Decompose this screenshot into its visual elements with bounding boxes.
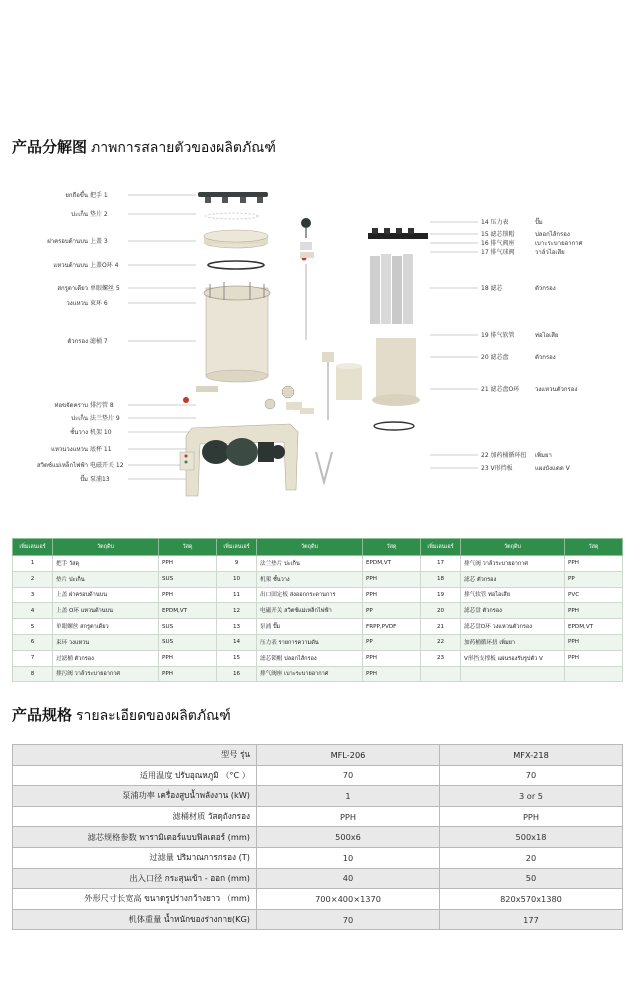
parts-cell: 排污阀 วาล์วระบายอากาศ — [53, 666, 159, 682]
parts-cell: 21 — [421, 619, 461, 635]
parts-header-cell: วัสดุ — [159, 539, 217, 556]
spec-row — [13, 868, 623, 889]
parts-cell: 5 — [13, 619, 53, 635]
parts-header-cell: เพิ่มเลนเอร์ — [13, 539, 53, 556]
parts-header-cell: เพิ่มเลนเอร์ — [421, 539, 461, 556]
parts-row — [13, 666, 623, 682]
parts-row — [13, 556, 623, 572]
left-callout-cn: 束环 6 — [90, 300, 108, 307]
left-callout-th: สวิตช์แม่เหล็กไฟฟ้า — [36, 462, 88, 469]
parts-cell: 滤芯盘O环 วงแหวนตัวกรอง — [461, 619, 565, 635]
parts-cell: 泵浦 ปั๊ม — [257, 619, 363, 635]
parts-cell: 9 — [217, 556, 257, 572]
right-callout-cn: 22 加药桶循环扭 — [481, 452, 527, 459]
specs-title-th: รายละเอียดของผลิตภัณฑ์ — [76, 708, 231, 724]
right-callout-th: วงแหวนตัวกรอง — [535, 386, 578, 393]
left-callout — [53, 261, 196, 269]
parts-cell: 17 — [421, 556, 461, 572]
right-callout-cn: 16 排气阀座 — [481, 240, 515, 247]
left-callouts — [37, 189, 196, 483]
parts-cell: 8 — [13, 666, 53, 682]
left-callout — [67, 337, 196, 345]
right-callout — [430, 239, 583, 247]
left-callout — [37, 460, 196, 469]
exploded-view-title-cn: 产品分解图 — [12, 138, 88, 156]
right-callout-cn: 21 滤芯盘O环 — [481, 386, 520, 393]
left-callout-th: ยกถือขึ้น — [65, 192, 88, 199]
parts-cell: PPH — [565, 650, 623, 666]
parts-cell: 压力表 รายการความดัน — [257, 634, 363, 650]
spec-row — [13, 909, 623, 930]
parts-cell: 16 — [217, 666, 257, 682]
spec-row — [13, 847, 623, 868]
left-callout-cn: 把手 1 — [90, 192, 108, 199]
parts-cell: 过滤桶 ตัวกรอง — [53, 650, 159, 666]
parts-cell: PPH — [565, 603, 623, 619]
parts-cell: PPH — [363, 587, 421, 603]
spec-value-model-2: 50 — [440, 868, 623, 889]
spec-label: 泵浦功率 เครื่องสูบน้ำพลังงาน (kW) — [13, 786, 257, 807]
parts-cell: PPH — [159, 650, 217, 666]
right-callout — [430, 217, 543, 226]
right-callout-th: วาล์วไอเสีย — [535, 249, 565, 256]
parts-cell: 机架 ชั้นวาง — [257, 571, 363, 587]
parts-header-cell: วัตถุดิบ — [461, 539, 565, 556]
parts-cell: 1 — [13, 556, 53, 572]
parts-cell: 滤芯盘 ตัวกรอง — [461, 603, 565, 619]
spec-row — [13, 786, 623, 807]
parts-cell: 垫片 ปะเก็น — [53, 571, 159, 587]
left-callout-cn: 单眼螺丝 5 — [90, 285, 120, 292]
left-callout — [80, 474, 196, 483]
parts-cell: PP — [363, 634, 421, 650]
parts-header-cell: วัตถุดิบ — [257, 539, 363, 556]
right-callouts — [430, 217, 583, 472]
parts-cell: EPDM,VT — [363, 556, 421, 572]
left-callout-th: ปั๊ม — [80, 476, 88, 483]
parts-header-cell: วัสดุ — [363, 539, 421, 556]
spec-value-model-1: 40 — [257, 868, 440, 889]
right-callout-cn: 20 滤芯盘 — [481, 354, 509, 361]
parts-cell: 23 — [421, 650, 461, 666]
right-callout — [430, 451, 552, 459]
parts-cell: 电磁开关 สวิตช์แม่เหล็กไฟฟ้า — [257, 603, 363, 619]
left-callout-cn: 机架 10 — [90, 429, 112, 436]
specs-title-cn: 产品规格 — [12, 706, 73, 724]
left-callout — [65, 189, 196, 199]
parts-cell — [461, 666, 565, 682]
parts-cell: PPH — [363, 666, 421, 682]
parts-cell: 4 — [13, 603, 53, 619]
left-callout-cn: 泵浦13 — [90, 476, 110, 483]
parts-cell: PPH — [565, 634, 623, 650]
parts-cell: 2 — [13, 571, 53, 587]
spec-label: 外形尺寸长宽高 ขนาดรูปร่างกว้างยาว （mm) — [13, 889, 257, 910]
left-callout-th: ปะเก็น — [71, 415, 88, 422]
spec-label: 过滤量 ปริมาณการกรอง (T) — [13, 847, 257, 868]
parts-cell: V形挡支撑板 แผ่นรองรับรูปตัว V — [461, 650, 565, 666]
spec-row — [13, 889, 623, 910]
parts-cell: 14 — [217, 634, 257, 650]
left-callout — [51, 445, 196, 453]
spec-value-model-2: PPH — [440, 806, 623, 827]
parts-cell: PP — [565, 571, 623, 587]
right-callout-th: ปั๊ม — [535, 219, 543, 226]
parts-cell: 6 — [13, 634, 53, 650]
parts-cell: 11 — [217, 587, 257, 603]
specs-title — [12, 704, 231, 727]
right-callout-th: เพิ่มยา — [535, 452, 552, 459]
parts-cell: 排气阀 วาล์วระบายอากาศ — [461, 556, 565, 572]
gauge-part — [301, 218, 311, 238]
vent-valve-part — [300, 242, 314, 261]
left-callout-cn: 底杯 11 — [90, 446, 112, 453]
parts-row — [13, 587, 623, 603]
right-callout-th: แผงบังแดด V — [535, 465, 570, 472]
right-callout — [430, 464, 571, 472]
left-callout-cn: 上盖O环 4 — [90, 262, 119, 269]
parts-header-cell: วัตถุดิบ — [53, 539, 159, 556]
parts-cell — [565, 666, 623, 682]
parts-cell: 12 — [217, 603, 257, 619]
filter-disk-part — [372, 338, 420, 406]
right-callout — [430, 284, 556, 292]
left-callout — [57, 284, 196, 292]
parts-cell: PPH — [363, 650, 421, 666]
right-callout-th: ปลอกไส้กรอง — [535, 231, 570, 238]
right-callout — [430, 385, 577, 393]
parts-cell: 上盖 ฝาครอบด้านบน — [53, 587, 159, 603]
parts-cell: 把手 วัสดุ — [53, 556, 159, 572]
exploded-view-title — [12, 136, 276, 159]
parts-cell: 18 — [421, 571, 461, 587]
parts-cell: PPH — [159, 666, 217, 682]
parts-row — [13, 650, 623, 666]
spec-row — [13, 765, 623, 786]
pump-stand-part — [180, 424, 298, 496]
parts-cell: 15 — [217, 650, 257, 666]
parts-cell: 22 — [421, 634, 461, 650]
parts-cell: SUS — [159, 571, 217, 587]
left-callout — [70, 426, 196, 436]
parts-cell: 滤芯锁帽 ปลอกไส้กรอง — [257, 650, 363, 666]
left-callout-th: ชั้นวาง — [70, 429, 88, 436]
spec-value-model-2: 177 — [440, 909, 623, 930]
left-callout-cn: 排污管 8 — [90, 402, 114, 409]
spec-label: 机体重量 น้ำหนักของร่างกาย(KG) — [13, 909, 257, 930]
parts-cell: 上盖 O环 แหวนด้านบน — [53, 603, 159, 619]
left-callout-cn: 垫片 2 — [90, 211, 108, 218]
right-callout-cn: 15 滤芯锁帽 — [481, 231, 515, 238]
parts-cell: 加药桶循环扭 เพิ่มยา — [461, 634, 565, 650]
right-callout-th: ตัวกรอง — [535, 285, 556, 292]
parts-cell: 排气阀座 เบาะระบายอากาศ — [257, 666, 363, 682]
filter-cartridges-part — [370, 254, 413, 324]
parts-cell: PP — [363, 603, 421, 619]
parts-header-cell: เพิ่มเลนเอร์ — [217, 539, 257, 556]
parts-row — [13, 603, 623, 619]
left-callout — [47, 237, 196, 245]
spec-header-label: 型号 รุ่น — [13, 745, 257, 766]
left-callout-cn: 上盖 3 — [90, 238, 108, 245]
right-callout-cn: 23 V形挡板 — [481, 465, 513, 472]
left-callout-th: สกรูตาเดียว — [57, 285, 88, 292]
left-callout — [71, 413, 196, 422]
parts-cell: PPH — [159, 587, 217, 603]
parts-cell: 20 — [421, 603, 461, 619]
right-callout — [430, 331, 558, 339]
spec-value-model-2: 20 — [440, 847, 623, 868]
right-callout-cn: 19 排气软管 — [481, 332, 515, 339]
spec-row — [13, 827, 623, 848]
spec-header-model-1: MFL-206 — [257, 745, 440, 766]
parts-cell: PVC — [565, 587, 623, 603]
parts-cell: 法兰垫片 ปะเก็น — [257, 556, 363, 572]
spec-value-model-2: 3 or 5 — [440, 786, 623, 807]
exploded-diagram — [0, 180, 640, 510]
spec-header-row — [13, 745, 623, 766]
right-callout — [430, 353, 556, 361]
spec-row — [13, 806, 623, 827]
spec-value-model-1: 700×400×1370 — [257, 889, 440, 910]
dosing-tank-part — [322, 352, 362, 420]
parts-cell: 10 — [217, 571, 257, 587]
fittings-part — [265, 386, 314, 414]
right-callout-cn: 14 压力表 — [481, 219, 509, 226]
left-callout-th: วงแหวน — [66, 300, 88, 307]
parts-row — [13, 619, 623, 635]
spec-value-model-2: 500x18 — [440, 827, 623, 848]
parts-cell: 13 — [217, 619, 257, 635]
left-callout-th: ฝาครอบด้านบน — [47, 238, 88, 245]
left-callout-th: ท่อขจัดคราบ — [54, 402, 88, 409]
filter-caps-part — [368, 228, 428, 239]
left-callout — [66, 299, 196, 307]
left-callout — [71, 209, 196, 218]
parts-cell: PPH — [565, 556, 623, 572]
o-ring-part — [208, 261, 264, 269]
filter-vessel-part — [183, 282, 270, 403]
spec-value-model-2: 70 — [440, 765, 623, 786]
parts-cell: 单眼螺丝 สกรูตาเดียว — [53, 619, 159, 635]
right-callout-cn: 18 滤芯 — [481, 285, 503, 292]
parts-cell: 排气软管 ท่อไอเสีย — [461, 587, 565, 603]
left-callout-th: ตัวกรอง — [67, 338, 88, 345]
spec-table — [12, 744, 623, 930]
spec-value-model-1: PPH — [257, 806, 440, 827]
parts-row — [13, 634, 623, 650]
parts-row — [13, 571, 623, 587]
disk-o-ring-part — [374, 422, 414, 430]
handles-part — [198, 192, 268, 203]
right-callout — [430, 248, 565, 256]
parts-cell — [421, 666, 461, 682]
right-callout-cn: 17 排气球阀 — [481, 249, 515, 256]
left-callout-cn: 法兰垫片 9 — [90, 415, 120, 422]
parts-header-cell: วัสดุ — [565, 539, 623, 556]
left-callout-cn: 电磁开关 12 — [90, 462, 124, 469]
parts-cell: EPDM,VT — [565, 619, 623, 635]
left-callout-th: แหวนด้านบน — [53, 262, 88, 269]
spec-label: 出入口径 กระสุนเข้า - ออก (mm) — [13, 868, 257, 889]
parts-cell: 束环 วงแหวน — [53, 634, 159, 650]
spec-value-model-1: 1 — [257, 786, 440, 807]
parts-cell: 7 — [13, 650, 53, 666]
top-cover-part — [204, 230, 268, 248]
parts-cell: 19 — [421, 587, 461, 603]
parts-cell: EPDM,VT — [159, 603, 217, 619]
parts-cell: FRPP,PVDF — [363, 619, 421, 635]
right-callout — [430, 230, 570, 238]
left-callout-cn: 滤桶 7 — [90, 338, 108, 345]
spec-value-model-1: 500x6 — [257, 827, 440, 848]
right-callout-th: ท่อไอเสีย — [535, 332, 559, 339]
parts-cell: SUS — [159, 619, 217, 635]
parts-table — [12, 538, 623, 682]
parts-cell: 出口固定板 ส่งออกกระดานการ — [257, 587, 363, 603]
left-callout-th: ปะเก็น — [71, 211, 88, 218]
v-baffle-part — [316, 452, 332, 482]
right-callout-th: เบาะระบายอากาศ — [535, 240, 583, 247]
left-callout — [55, 401, 197, 409]
spec-value-model-1: 10 — [257, 847, 440, 868]
parts-cell: 滤芯 ตัวกรอง — [461, 571, 565, 587]
exploded-view-title-th: ภาพการสลายตัวของผลิตภัณฑ์ — [91, 140, 276, 156]
parts-cell: 3 — [13, 587, 53, 603]
spec-label: 滤桶材质 วัสดุถังกรอง — [13, 806, 257, 827]
spec-label: 滤芯规格参数 พารามิเตอร์แบบฟิลเตอร์ (mm) — [13, 827, 257, 848]
parts-cell: SUS — [159, 634, 217, 650]
spec-value-model-1: 70 — [257, 765, 440, 786]
gasket-part — [206, 213, 258, 219]
spec-value-model-2: 820x570x1380 — [440, 889, 623, 910]
spec-header-model-2: MFX-218 — [440, 745, 623, 766]
left-callout-th: แหวนวงแหวน — [51, 446, 88, 453]
spec-value-model-1: 70 — [257, 909, 440, 930]
parts-cell: PPH — [159, 556, 217, 572]
parts-table-header — [13, 539, 623, 556]
right-callout-th: ตัวกรอง — [535, 354, 556, 361]
parts-cell: PPH — [363, 571, 421, 587]
spec-label: 适用温度 ปรับอุณหภูมิ （°C ） — [13, 765, 257, 786]
